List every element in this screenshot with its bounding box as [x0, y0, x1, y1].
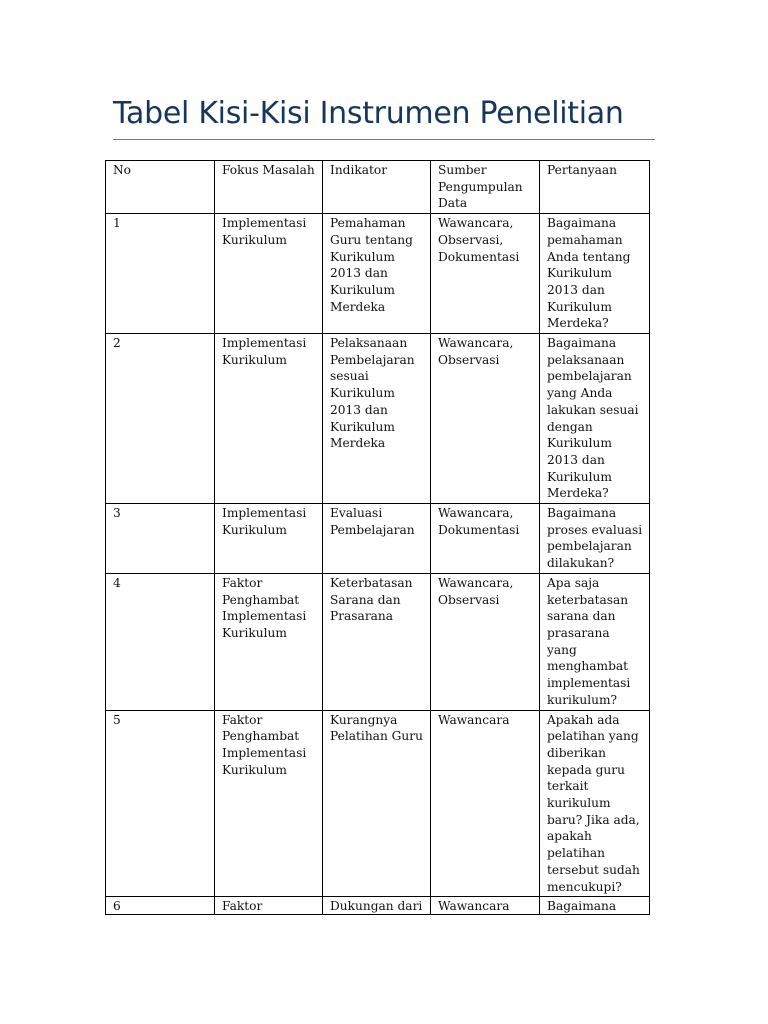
cell-fokus-masalah: Implementasi Kurikulum	[215, 334, 323, 504]
table-header-row	[106, 161, 650, 214]
instrument-table	[105, 160, 650, 950]
cell-no: 1	[106, 214, 215, 334]
document-title: Tabel Kisi-Kisi Instrumen Penelitian	[113, 96, 624, 131]
cell-indikator: Kurangnya Pelatihan Guru	[323, 710, 431, 897]
header-no: No	[106, 161, 215, 214]
cell-fokus-masalah: Faktor	[215, 897, 323, 950]
table-row	[106, 214, 650, 334]
table-row	[106, 573, 650, 710]
cell-no: 5	[106, 710, 215, 897]
cell-indikator: Evaluasi Pembelajaran	[323, 504, 431, 574]
cell-sumber-data: Wawancara, Observasi	[431, 573, 540, 710]
cell-pertanyaan: Apa saja keterbatasan sarana dan prasarana yang menghambat implementasi kurikulum?	[540, 573, 650, 710]
cell-no: 6	[106, 897, 215, 950]
table-row	[106, 710, 650, 897]
cell-no: 2	[106, 334, 215, 504]
cell-pertanyaan: Bagaimana pemahaman Anda tentang Kurikulum 2013 dan Kurikulum Merdeka?	[540, 214, 650, 334]
title-underline	[113, 139, 655, 140]
table-row	[106, 334, 650, 504]
cell-pertanyaan: Bagaimana	[540, 897, 650, 950]
cell-indikator: Dukungan dari	[323, 897, 431, 950]
header-indikator: Indikator	[323, 161, 431, 214]
cell-sumber-data: Wawancara	[431, 897, 540, 950]
cell-fokus-masalah: Faktor Penghambat Implementasi Kurikulum	[215, 573, 323, 710]
cell-sumber-data: Wawancara, Observasi, Dokumentasi	[431, 214, 540, 334]
cell-sumber-data: Wawancara, Dokumentasi	[431, 504, 540, 574]
page-cutoff-mask	[100, 915, 660, 1024]
header-pertanyaan: Pertanyaan	[540, 161, 650, 214]
cell-pertanyaan: Bagaimana proses evaluasi pembelajaran dilakukan?	[540, 504, 650, 574]
cell-no: 3	[106, 504, 215, 574]
table-row	[106, 504, 650, 574]
cell-indikator: Pelaksanaan Pembelajaran sesuai Kurikulum 2013 dan Kurikulum Merdeka	[323, 334, 431, 504]
cell-pertanyaan: Bagaimana pelaksanaan pembelajaran yang Anda lakukan sesuai dengan Kurikulum 2013 dan Kurikulum Merdeka?	[540, 334, 650, 504]
cell-indikator: Pemahaman Guru tentang Kurikulum 2013 dan Kurikulum Merdeka	[323, 214, 431, 334]
cell-fokus-masalah: Implementasi Kurikulum	[215, 214, 323, 334]
header-sumber-data: Sumber Pengumpulan Data	[431, 161, 540, 214]
cell-fokus-masalah: Faktor Penghambat Implementasi Kurikulum	[215, 710, 323, 897]
cell-pertanyaan: Apakah ada pelatihan yang diberikan kepada guru terkait kurikulum baru? Jika ada, apakah pelatihan tersebut sudah mencukupi?	[540, 710, 650, 897]
cell-fokus-masalah: Implementasi Kurikulum	[215, 504, 323, 574]
cell-no: 4	[106, 573, 215, 710]
cell-indikator: Keterbatasan Sarana dan Prasarana	[323, 573, 431, 710]
table-bottom-border	[105, 914, 649, 915]
cell-sumber-data: Wawancara, Observasi	[431, 334, 540, 504]
header-fokus-masalah: Fokus Masalah	[215, 161, 323, 214]
cell-sumber-data: Wawancara	[431, 710, 540, 897]
